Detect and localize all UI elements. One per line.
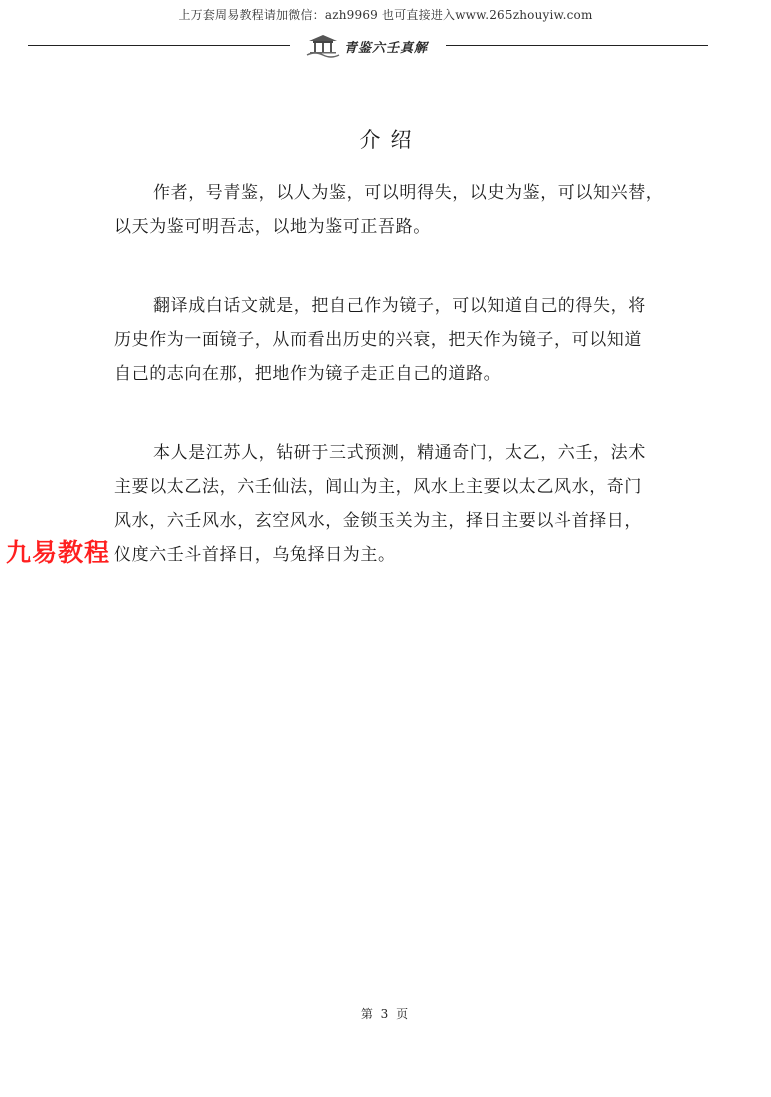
watermark-stamp: 九易教程 (6, 533, 112, 569)
pavilion-logo-icon (306, 32, 340, 58)
paragraph-line: 仪度六壬斗首择日，乌兔择日为主。 (114, 545, 396, 565)
paragraph-line: 本人是江苏人，钻研于三式预测，精通奇门，太乙，六壬，法术 (153, 443, 646, 463)
paragraph-3 (114, 436, 670, 572)
page-number: 第 3 页 (360, 1007, 411, 1021)
body-text (114, 176, 670, 617)
section-title: 介绍 (359, 128, 422, 152)
paragraph-1 (114, 176, 670, 244)
paragraph-line: 历史作为一面镜子，从而看出历史的兴衰，把天作为镜子，可以知道 (114, 330, 642, 350)
paragraph-line: 翻译成白话文就是，把自己作为镜子，可以知道自己的得失，将 (153, 296, 646, 316)
book-title: 青鉴六壬真解 (344, 41, 429, 56)
paragraph-line: 主要以太乙法，六壬仙法，闾山为主，风水上主要以太乙风水，奇门 (114, 477, 642, 497)
paragraph-2 (114, 289, 670, 391)
paragraph-line: 风水，六壬风水，玄空风水，金锁玉关为主，择日主要以斗首择日， (114, 511, 642, 531)
header-rule-right (446, 45, 708, 46)
paragraph-line: 作者，号青鉴，以人为鉴，可以明得失，以史为鉴，可以知兴替， (153, 183, 664, 203)
top-banner: 上万套周易教程请加微信：azh9969 也可直接进入www.265zhouyiw.com (178, 8, 593, 22)
paragraph-line: 以天为鉴可明吾志，以地为鉴可正吾路。 (114, 217, 431, 237)
header-rule-left (28, 45, 290, 46)
paragraph-line: 自己的志向在那，把地作为镜子走正自己的道路。 (114, 364, 502, 384)
